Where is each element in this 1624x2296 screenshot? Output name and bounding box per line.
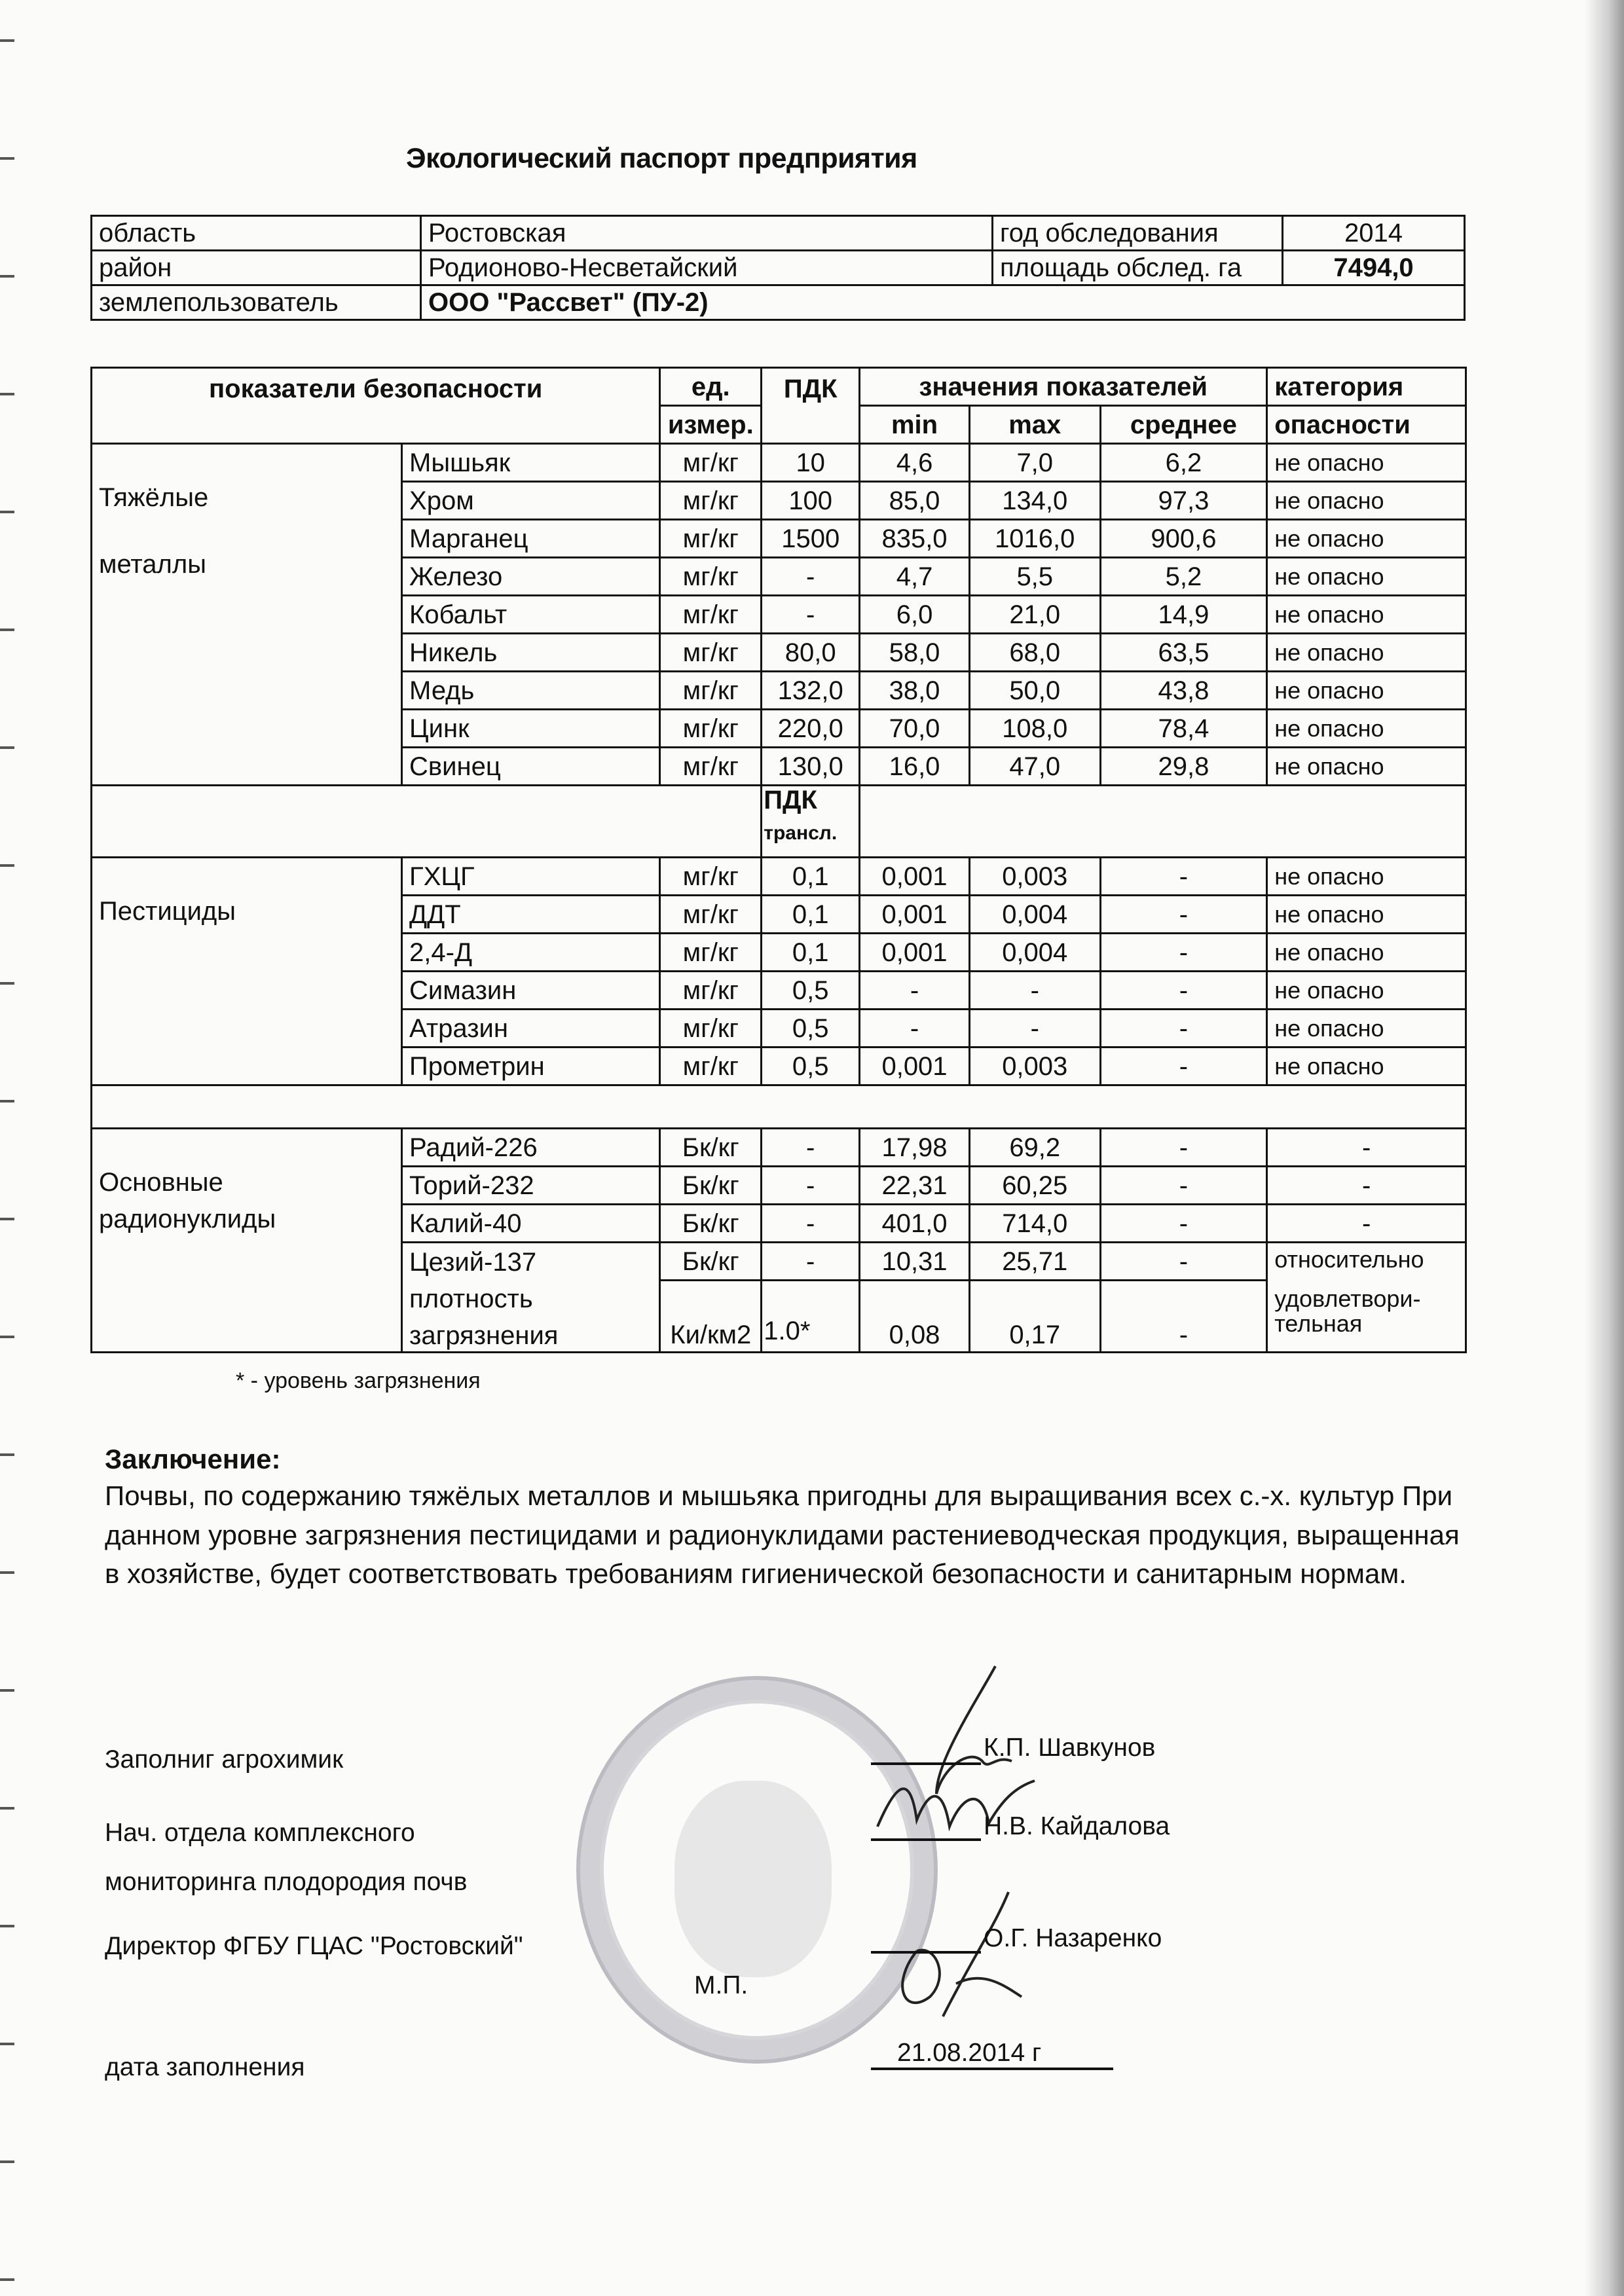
header-table (90, 215, 1466, 321)
pdk: 132,0 (762, 672, 860, 710)
min-value: 58,0 (860, 634, 970, 672)
oblast-value: Ростовская (421, 216, 993, 251)
avg-value: 14,9 (1100, 596, 1267, 634)
avg-value: - (1100, 1243, 1267, 1281)
conclusion-title: Заключение: (105, 1444, 281, 1474)
oblast-label: область (92, 216, 421, 251)
avg-value: - (1100, 934, 1267, 972)
min-value: 38,0 (860, 672, 970, 710)
hazard-category: относительно удовлетвори- тельная (1267, 1243, 1466, 1353)
rayon-value: Родионово-Несветайский (421, 251, 993, 285)
unit: мг/кг (660, 634, 762, 672)
hazard-category: не опасно (1267, 1010, 1466, 1048)
pdk: 220,0 (762, 710, 860, 748)
col-header-category-2: опасности (1267, 406, 1466, 444)
avg-value: 78,4 (1100, 710, 1267, 748)
unit: мг/кг (660, 596, 762, 634)
indicator-name: ГХЦГ (402, 858, 660, 896)
min-value: 17,98 (860, 1129, 970, 1167)
max-value: 60,25 (969, 1167, 1100, 1205)
max-value: 50,0 (969, 672, 1100, 710)
avg-value: - (1100, 972, 1267, 1010)
table-row (92, 858, 1466, 896)
indicator-name: Никель (402, 634, 660, 672)
hazard-category: - (1267, 1129, 1466, 1167)
indicator-name: Свинец (402, 748, 660, 786)
hazard-category: - (1267, 1167, 1466, 1205)
max-value: 1016,0 (969, 520, 1100, 558)
min-value: 6,0 (860, 596, 970, 634)
conclusion-text: Почвы, по содержанию тяжёлых металлов и мышьяка пригодны для выращивания всех с.-х. культур При данном уровне загрязнения пестицидами и радионуклидами растениеводческая продукция, выращенная в хозяйстве, будет соответствовать требованиям гигиенической безопасности и санитарным нормам. (105, 1480, 1460, 1590)
unit: мг/кг (660, 1048, 762, 1085)
pdk-transl-header-row (92, 786, 1466, 858)
group-label: Тяжёлые (99, 483, 209, 512)
min-value: 0,001 (860, 896, 970, 934)
indicator-name: Торий-232 (402, 1167, 660, 1205)
group-heavy-metals (92, 444, 402, 786)
signature-nazarenko (877, 1886, 1035, 2043)
hazard-category: не опасно (1267, 896, 1466, 934)
unit: Бк/кг (660, 1243, 762, 1281)
avg-value: - (1100, 858, 1267, 896)
indicator-name: Цезий-137 плотность загрязнения (402, 1243, 660, 1353)
indicator-name: Медь (402, 672, 660, 710)
head-name: Н.В. Кайдалова (984, 1812, 1170, 1840)
area-value: 7494,0 (1283, 251, 1465, 285)
rayon-label: район (92, 251, 421, 285)
indicator-name: Радий-226 (402, 1129, 660, 1167)
avg-value: 97,3 (1100, 482, 1267, 520)
hazard-category: не опасно (1267, 858, 1466, 896)
pdk: 80,0 (762, 634, 860, 672)
coat-of-arms-emblem (674, 1781, 832, 1977)
indicator-name: Мышьяк (402, 444, 660, 482)
pdk: - (762, 1129, 860, 1167)
pdk: 0,1 (762, 858, 860, 896)
group-pesticides: Пестициды (92, 858, 402, 1085)
group-radionuclides (92, 1129, 402, 1353)
avg-value: - (1100, 1129, 1267, 1167)
min-value: 401,0 (860, 1205, 970, 1243)
date-label: дата заполнения (105, 2053, 305, 2081)
stamp-label: М.П. (694, 1971, 748, 1999)
max-value: 0,004 (969, 896, 1100, 934)
user-label: землепользователь (92, 285, 421, 320)
year-label: год обследования (993, 216, 1283, 251)
unit: Бк/кг (660, 1167, 762, 1205)
hazard-category: не опасно (1267, 444, 1466, 482)
head-label: Нач. отдела комплексного мониторинга плодородия почв (105, 1819, 468, 1896)
col-header-unit-2: измер. (660, 406, 762, 444)
group-label: металлы (99, 550, 206, 579)
min-value: 0,001 (860, 934, 970, 972)
unit: мг/кг (660, 972, 762, 1010)
indicator-name: ДДТ (402, 896, 660, 934)
director-name: О.Г. Назаренко (984, 1924, 1162, 1952)
avg-value: - (1100, 1281, 1267, 1353)
min-value: 835,0 (860, 520, 970, 558)
unit: мг/кг (660, 934, 762, 972)
min-value: 0,001 (860, 1048, 970, 1085)
indicator-name: Симазин (402, 972, 660, 1010)
pdk: 100 (762, 482, 860, 520)
avg-value: 6,2 (1100, 444, 1267, 482)
unit: мг/кг (660, 748, 762, 786)
pdk: - (762, 596, 860, 634)
max-value: 5,5 (969, 558, 1100, 596)
min-value: 16,0 (860, 748, 970, 786)
avg-value: 900,6 (1100, 520, 1267, 558)
col-header-indicators: показатели безопасности (92, 368, 660, 444)
indicator-name: Цинк (402, 710, 660, 748)
director-label: Директор ФГБУ ГЦАС "Ростовский" (105, 1932, 523, 1960)
max-value: 108,0 (969, 710, 1100, 748)
hazard-category: не опасно (1267, 558, 1466, 596)
min-value: 70,0 (860, 710, 970, 748)
min-value: 10,31 (860, 1243, 970, 1281)
avg-value: 29,8 (1100, 748, 1267, 786)
max-value: 47,0 (969, 748, 1100, 786)
min-value: 85,0 (860, 482, 970, 520)
avg-value: - (1100, 1167, 1267, 1205)
pdk: - (762, 1205, 860, 1243)
hazard-category: не опасно (1267, 748, 1466, 786)
max-value: - (969, 1010, 1100, 1048)
col-header-values: значения показателей (860, 368, 1267, 406)
col-header-pdk: ПДК (762, 368, 860, 444)
hazard-category: не опасно (1267, 710, 1466, 748)
hazard-category: не опасно (1267, 1048, 1466, 1085)
date-value: 21.08.2014 г (897, 2039, 1042, 2067)
table-row (92, 1129, 1466, 1167)
table-row (92, 444, 1466, 482)
indicator-name: 2,4-Д (402, 934, 660, 972)
group-label: Основные (99, 1168, 223, 1197)
min-value: 4,7 (860, 558, 970, 596)
unit: мг/кг (660, 710, 762, 748)
min-value: 4,6 (860, 444, 970, 482)
col-header-category: категория (1267, 368, 1466, 406)
min-value: 0,001 (860, 858, 970, 896)
max-value: 0,003 (969, 858, 1100, 896)
max-value: 134,0 (969, 482, 1100, 520)
hazard-category: не опасно (1267, 672, 1466, 710)
pdk: 1500 (762, 520, 860, 558)
unit: мг/кг (660, 444, 762, 482)
avg-value: - (1100, 1010, 1267, 1048)
hazard-category: не опасно (1267, 520, 1466, 558)
agrochemist-name: К.П. Шавкунов (984, 1734, 1156, 1762)
avg-value: - (1100, 1205, 1267, 1243)
min-value: - (860, 972, 970, 1010)
indicator-name: Калий-40 (402, 1205, 660, 1243)
page-edge-shadow (1585, 0, 1624, 2296)
date-underline (871, 2068, 1113, 2070)
footnote: * - уровень загрязнения (236, 1368, 481, 1393)
max-value: 0,003 (969, 1048, 1100, 1085)
indicator-name: Кобальт (402, 596, 660, 634)
min-value: 0,08 (860, 1281, 970, 1353)
signature-line (871, 1762, 981, 1765)
indicator-name: Хром (402, 482, 660, 520)
pdk: - (762, 1243, 860, 1281)
pdk: 0,5 (762, 1010, 860, 1048)
pdk: 10 (762, 444, 860, 482)
binder-holes (0, 0, 14, 2296)
max-value: 714,0 (969, 1205, 1100, 1243)
page-title: Экологический паспорт предприятия (406, 143, 917, 174)
max-value: 0,17 (969, 1281, 1100, 1353)
safety-indicators-table (90, 367, 1467, 1353)
unit: мг/кг (660, 482, 762, 520)
hazard-category: не опасно (1267, 634, 1466, 672)
indicator-name: Марганец (402, 520, 660, 558)
indicator-name: Железо (402, 558, 660, 596)
avg-value: 43,8 (1100, 672, 1267, 710)
avg-value: - (1100, 1048, 1267, 1085)
unit: Бк/кг (660, 1129, 762, 1167)
hazard-category: - (1267, 1205, 1466, 1243)
col-header-min: min (860, 406, 970, 444)
max-value: 7,0 (969, 444, 1100, 482)
max-value: 25,71 (969, 1243, 1100, 1281)
avg-value: 5,2 (1100, 558, 1267, 596)
user-value: ООО "Рассвет" (ПУ-2) (421, 285, 1465, 320)
hazard-category: не опасно (1267, 482, 1466, 520)
pdk: - (762, 1167, 860, 1205)
hazard-category: не опасно (1267, 596, 1466, 634)
year-value: 2014 (1283, 216, 1465, 251)
unit: мг/кг (660, 896, 762, 934)
unit: мг/кг (660, 672, 762, 710)
unit: мг/кг (660, 1010, 762, 1048)
min-value: 22,31 (860, 1167, 970, 1205)
pdk: 0,1 (762, 896, 860, 934)
hazard-category: не опасно (1267, 972, 1466, 1010)
unit: мг/кг (660, 858, 762, 896)
unit: мг/кг (660, 520, 762, 558)
avg-value: - (1100, 896, 1267, 934)
group-label: радионуклиды (99, 1205, 276, 1233)
pdk-transl-label: ПДК трансл. (762, 786, 860, 858)
pdk: 0,1 (762, 934, 860, 972)
max-value: - (969, 972, 1100, 1010)
min-value: - (860, 1010, 970, 1048)
max-value: 69,2 (969, 1129, 1100, 1167)
max-value: 0,004 (969, 934, 1100, 972)
agrochemist-label: Заполниг агрохимик (105, 1745, 344, 1774)
pdk: - (762, 558, 860, 596)
pdk: 0,5 (762, 972, 860, 1010)
spacer-row (92, 1085, 1466, 1129)
hazard-category: не опасно (1267, 934, 1466, 972)
max-value: 21,0 (969, 596, 1100, 634)
avg-value: 63,5 (1100, 634, 1267, 672)
col-header-unit: ед. (660, 368, 762, 406)
col-header-max: max (969, 406, 1100, 444)
indicator-name: Атразин (402, 1010, 660, 1048)
indicator-name: Прометрин (402, 1048, 660, 1085)
unit: мг/кг (660, 558, 762, 596)
pdk: 0,5 (762, 1048, 860, 1085)
unit: Ки/км2 (660, 1281, 762, 1353)
col-header-avg: среднее (1100, 406, 1267, 444)
pdk: 1.0* (762, 1281, 860, 1353)
area-label: площадь обслед. га (993, 251, 1283, 285)
unit: Бк/кг (660, 1205, 762, 1243)
signature-line (871, 1838, 981, 1841)
signature-line (871, 1951, 981, 1954)
max-value: 68,0 (969, 634, 1100, 672)
pdk: 130,0 (762, 748, 860, 786)
